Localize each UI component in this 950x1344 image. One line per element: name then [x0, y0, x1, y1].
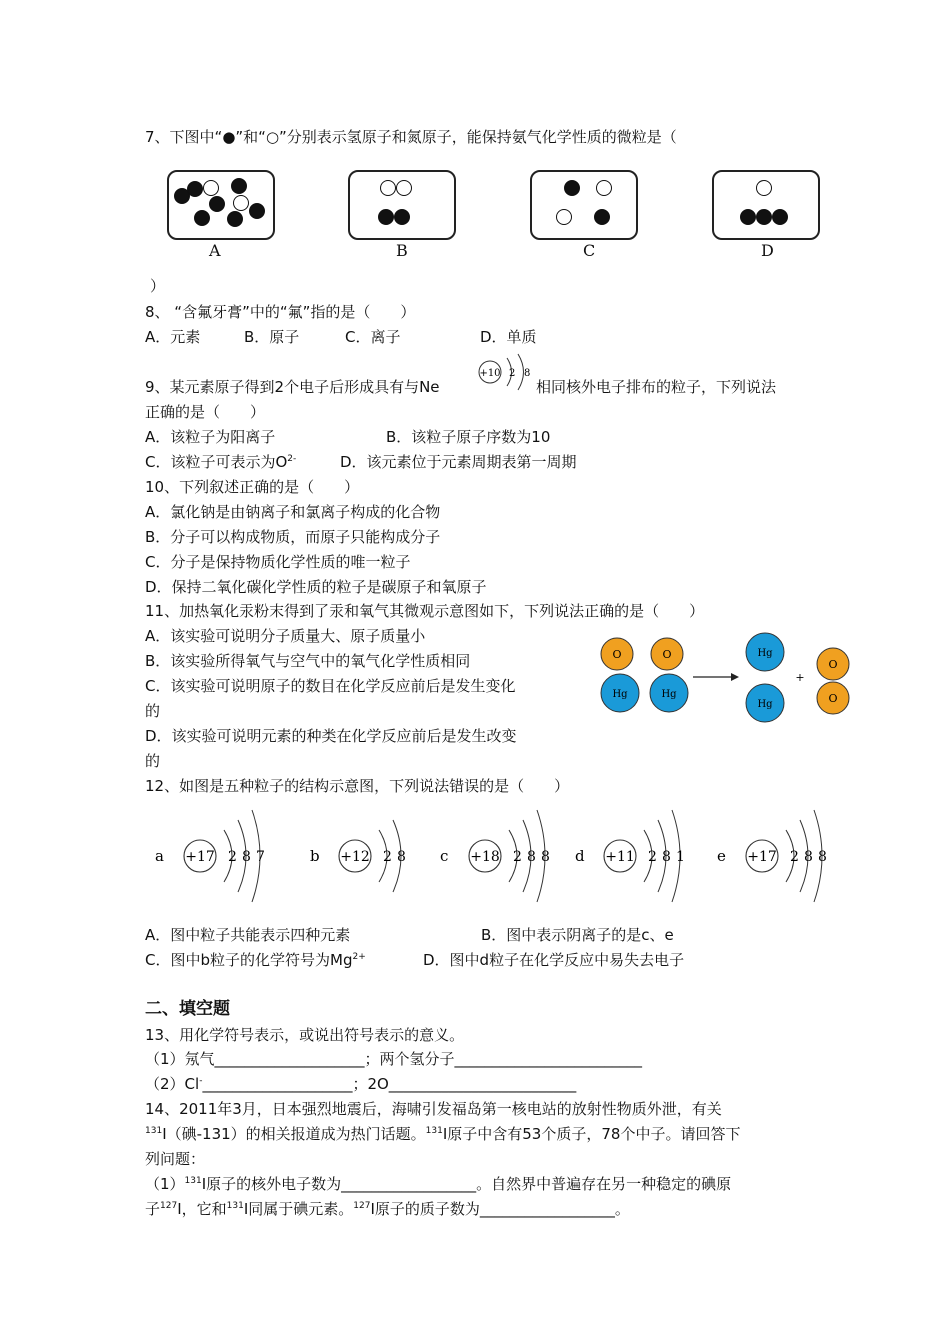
nucleus-charge: +17: [185, 849, 215, 865]
section-title: 二、填空题: [145, 999, 230, 1019]
q11-option-c-line2: 的: [145, 702, 161, 720]
reaction-plus: +: [795, 671, 805, 684]
q9-option-a: A．该粒子为阳离子: [145, 428, 276, 446]
particle-label: c: [440, 847, 449, 865]
particle-structure-diagrams: [150, 795, 840, 910]
mercury-label: Hg: [612, 689, 628, 700]
particle-b: [310, 820, 406, 892]
q8-option-d: D．单质: [480, 328, 537, 346]
hydrogen-atom: [756, 209, 772, 225]
shell-electron-count: 8: [818, 849, 827, 865]
shell-electron-count: 1: [676, 849, 685, 865]
particle-label: b: [310, 847, 320, 865]
q7-option-a: A: [209, 241, 221, 260]
q13-line2: （2）Cl-____________________；2O_________________________: [145, 1075, 577, 1093]
hydrogen-atom: [227, 211, 243, 227]
q14-line2: $^{131}$I（碘-131）的相关报道成为热门话题。$^{131}$I原子中含有53个质子，78个中子。请回答下: [145, 1125, 741, 1143]
nitrogen-atom: [756, 180, 772, 196]
nucleus-charge: +18: [470, 849, 500, 865]
q12-option-a: A．图中粒子共能表示四种元素: [145, 926, 351, 944]
shell-electron-count: 8: [242, 849, 251, 865]
q11-option-c-line1: C．该实验可说明原子的数目在化学反应前后是发生变化: [145, 677, 516, 695]
q10-option-b: B．分子可以构成物质，而原子只能构成分子: [145, 528, 441, 546]
q7-option-c: C: [583, 241, 596, 260]
particle-label: a: [155, 847, 164, 865]
q9-option-b: B．该粒子原子序数为10: [386, 428, 551, 446]
q9-option-c: C．该粒子可表示为$O^{2-}$: [145, 453, 297, 471]
hydrogen-atom: [564, 180, 580, 196]
particle-label: e: [717, 847, 726, 865]
hydrogen-atom: [249, 203, 265, 219]
shell-electron-count: 8: [662, 849, 671, 865]
nitrogen-atom: [233, 195, 249, 211]
hydrogen-atom: [209, 196, 225, 212]
ne-nucleus: +10: [479, 368, 501, 379]
particle-label: d: [575, 847, 585, 865]
nitrogen-atom: [396, 180, 412, 196]
q11-option-a: A．该实验可说明分子质量大、原子质量小: [145, 627, 426, 645]
ne-shell-2: 8: [524, 368, 531, 379]
mercury-label: Hg: [661, 689, 677, 700]
q13-line1: （1）氖气____________________；两个氢分子_________________________: [145, 1050, 643, 1068]
particle-e: [717, 810, 827, 902]
oxygen-label: O: [612, 648, 622, 661]
particle-c: [440, 810, 550, 902]
hydrogen-atom: [187, 181, 203, 197]
q11-stem: 11、加热氧化汞粉末得到了汞和氧气其微观示意图如下，下列说法正确的是（ ）: [145, 602, 705, 620]
shell-electron-count: 7: [256, 849, 265, 865]
oxygen-label: O: [662, 648, 672, 661]
q14-line5: 子$^{127}$I，它和$^{131}$I同属于碘元素。$^{127}$I原子的质子数为__________________。: [145, 1200, 630, 1218]
mercury-label: Hg: [757, 699, 773, 710]
q7-option-d: D: [761, 241, 774, 260]
q7-option-b: B: [396, 241, 408, 260]
q14-line1: 14、2011年3月，日本强烈地震后，海啸引发福岛第一核电站的放射性物质外泄，有关: [145, 1100, 722, 1118]
q12-option-c: C．图中b粒子的化学符号为$Mg^{2+}$: [145, 951, 366, 969]
shell-electron-count: 2: [513, 849, 522, 865]
q12-option-d: D．图中d粒子在化学反应中易失去电子: [423, 951, 685, 969]
nitrogen-atom: [203, 180, 219, 196]
oxygen-label: O: [828, 692, 838, 705]
q14-line4: $(1)^{131}I$原子的核外电子数为__________________。自然界中普遍存在另一种稳定的碘原: [145, 1175, 732, 1193]
q9-stem-line2: 正确的是（ ）: [145, 403, 266, 421]
q7-box-c: [530, 170, 638, 240]
hydrogen-atom: [772, 209, 788, 225]
reaction-arrowhead: [731, 673, 739, 681]
q9-stem-pre: 9、某元素原子得到2个电子后形成具有与Ne: [145, 378, 440, 396]
q9-option-d: D．该元素位于元素周期表第一周期: [340, 453, 577, 471]
shell-electron-count: 8: [804, 849, 813, 865]
q8-stem: 8、 “含氟牙膏”中的“氟”指的是（ ）: [145, 303, 416, 321]
hydrogen-atom: [394, 209, 410, 225]
q14-line3: 列问题：: [145, 1150, 206, 1168]
q10-stem: 10、下列叙述正确的是（ ）: [145, 478, 360, 496]
q8-option-a: A．元素: [145, 328, 201, 346]
q11-option-d-line1: D．该实验可说明元素的种类在化学反应前后是发生改变: [145, 727, 517, 745]
shell-electron-count: 2: [648, 849, 657, 865]
q7-stem: 7、下图中“●”和“○”分别表示氢原子和氮原子，能保持氨气化学性质的微粒是（: [145, 128, 677, 146]
shell-electron-count: 2: [228, 849, 237, 865]
q13-stem: 13、用化学符号表示，或说出符号表示的意义。: [145, 1026, 465, 1044]
hydrogen-atom: [740, 209, 756, 225]
q8-option-b: B．原子: [244, 328, 300, 346]
shell-electron-count: 2: [383, 849, 392, 865]
hydrogen-atom: [594, 209, 610, 225]
hydrogen-atom: [194, 210, 210, 226]
nitrogen-atom: [380, 180, 396, 196]
shell-electron-count: 8: [527, 849, 536, 865]
nitrogen-atom: [556, 209, 572, 225]
nucleus-charge: +17: [747, 849, 777, 865]
shell-electron-count: 2: [790, 849, 799, 865]
q12-stem: 12、如图是五种粒子的结构示意图，下列说法错误的是（ ）: [145, 777, 570, 795]
q10-option-a: A．氯化钠是由钠离子和氯离子构成的化合物: [145, 503, 441, 521]
nitrogen-atom: [596, 180, 612, 196]
q10-option-c: C．分子是保持物质化学性质的唯一粒子: [145, 553, 411, 571]
q11-option-d-line2: 的: [145, 752, 161, 770]
oxygen-label: O: [828, 658, 838, 671]
q8-option-c: C．离子: [345, 328, 401, 346]
q10-option-d: D．保持二氧化碳化学性质的粒子是碳原子和氧原子: [145, 578, 487, 596]
shell-electron-count: 8: [397, 849, 406, 865]
q9-stem-post: 相同核外电子排布的粒子，下列说法: [536, 378, 777, 396]
mercury-oxide-reaction-diagram: [595, 630, 855, 730]
nucleus-charge: +12: [340, 849, 370, 865]
ne-structure-diagram: [476, 352, 542, 400]
nucleus-charge: +11: [605, 849, 635, 865]
particle-a: [155, 810, 265, 902]
q12-option-b: B．图中表示阴离子的是c、e: [481, 926, 674, 944]
q11-option-b: B．该实验所得氧气与空气中的氧气化学性质相同: [145, 652, 471, 670]
ne-shell-1: 2: [509, 368, 516, 379]
mercury-label: Hg: [757, 648, 773, 659]
shell-electron-count: 8: [541, 849, 550, 865]
hydrogen-atom: [378, 209, 394, 225]
q7-close: ）: [150, 277, 166, 295]
hydrogen-atom: [231, 178, 247, 194]
particle-d: [575, 810, 685, 902]
